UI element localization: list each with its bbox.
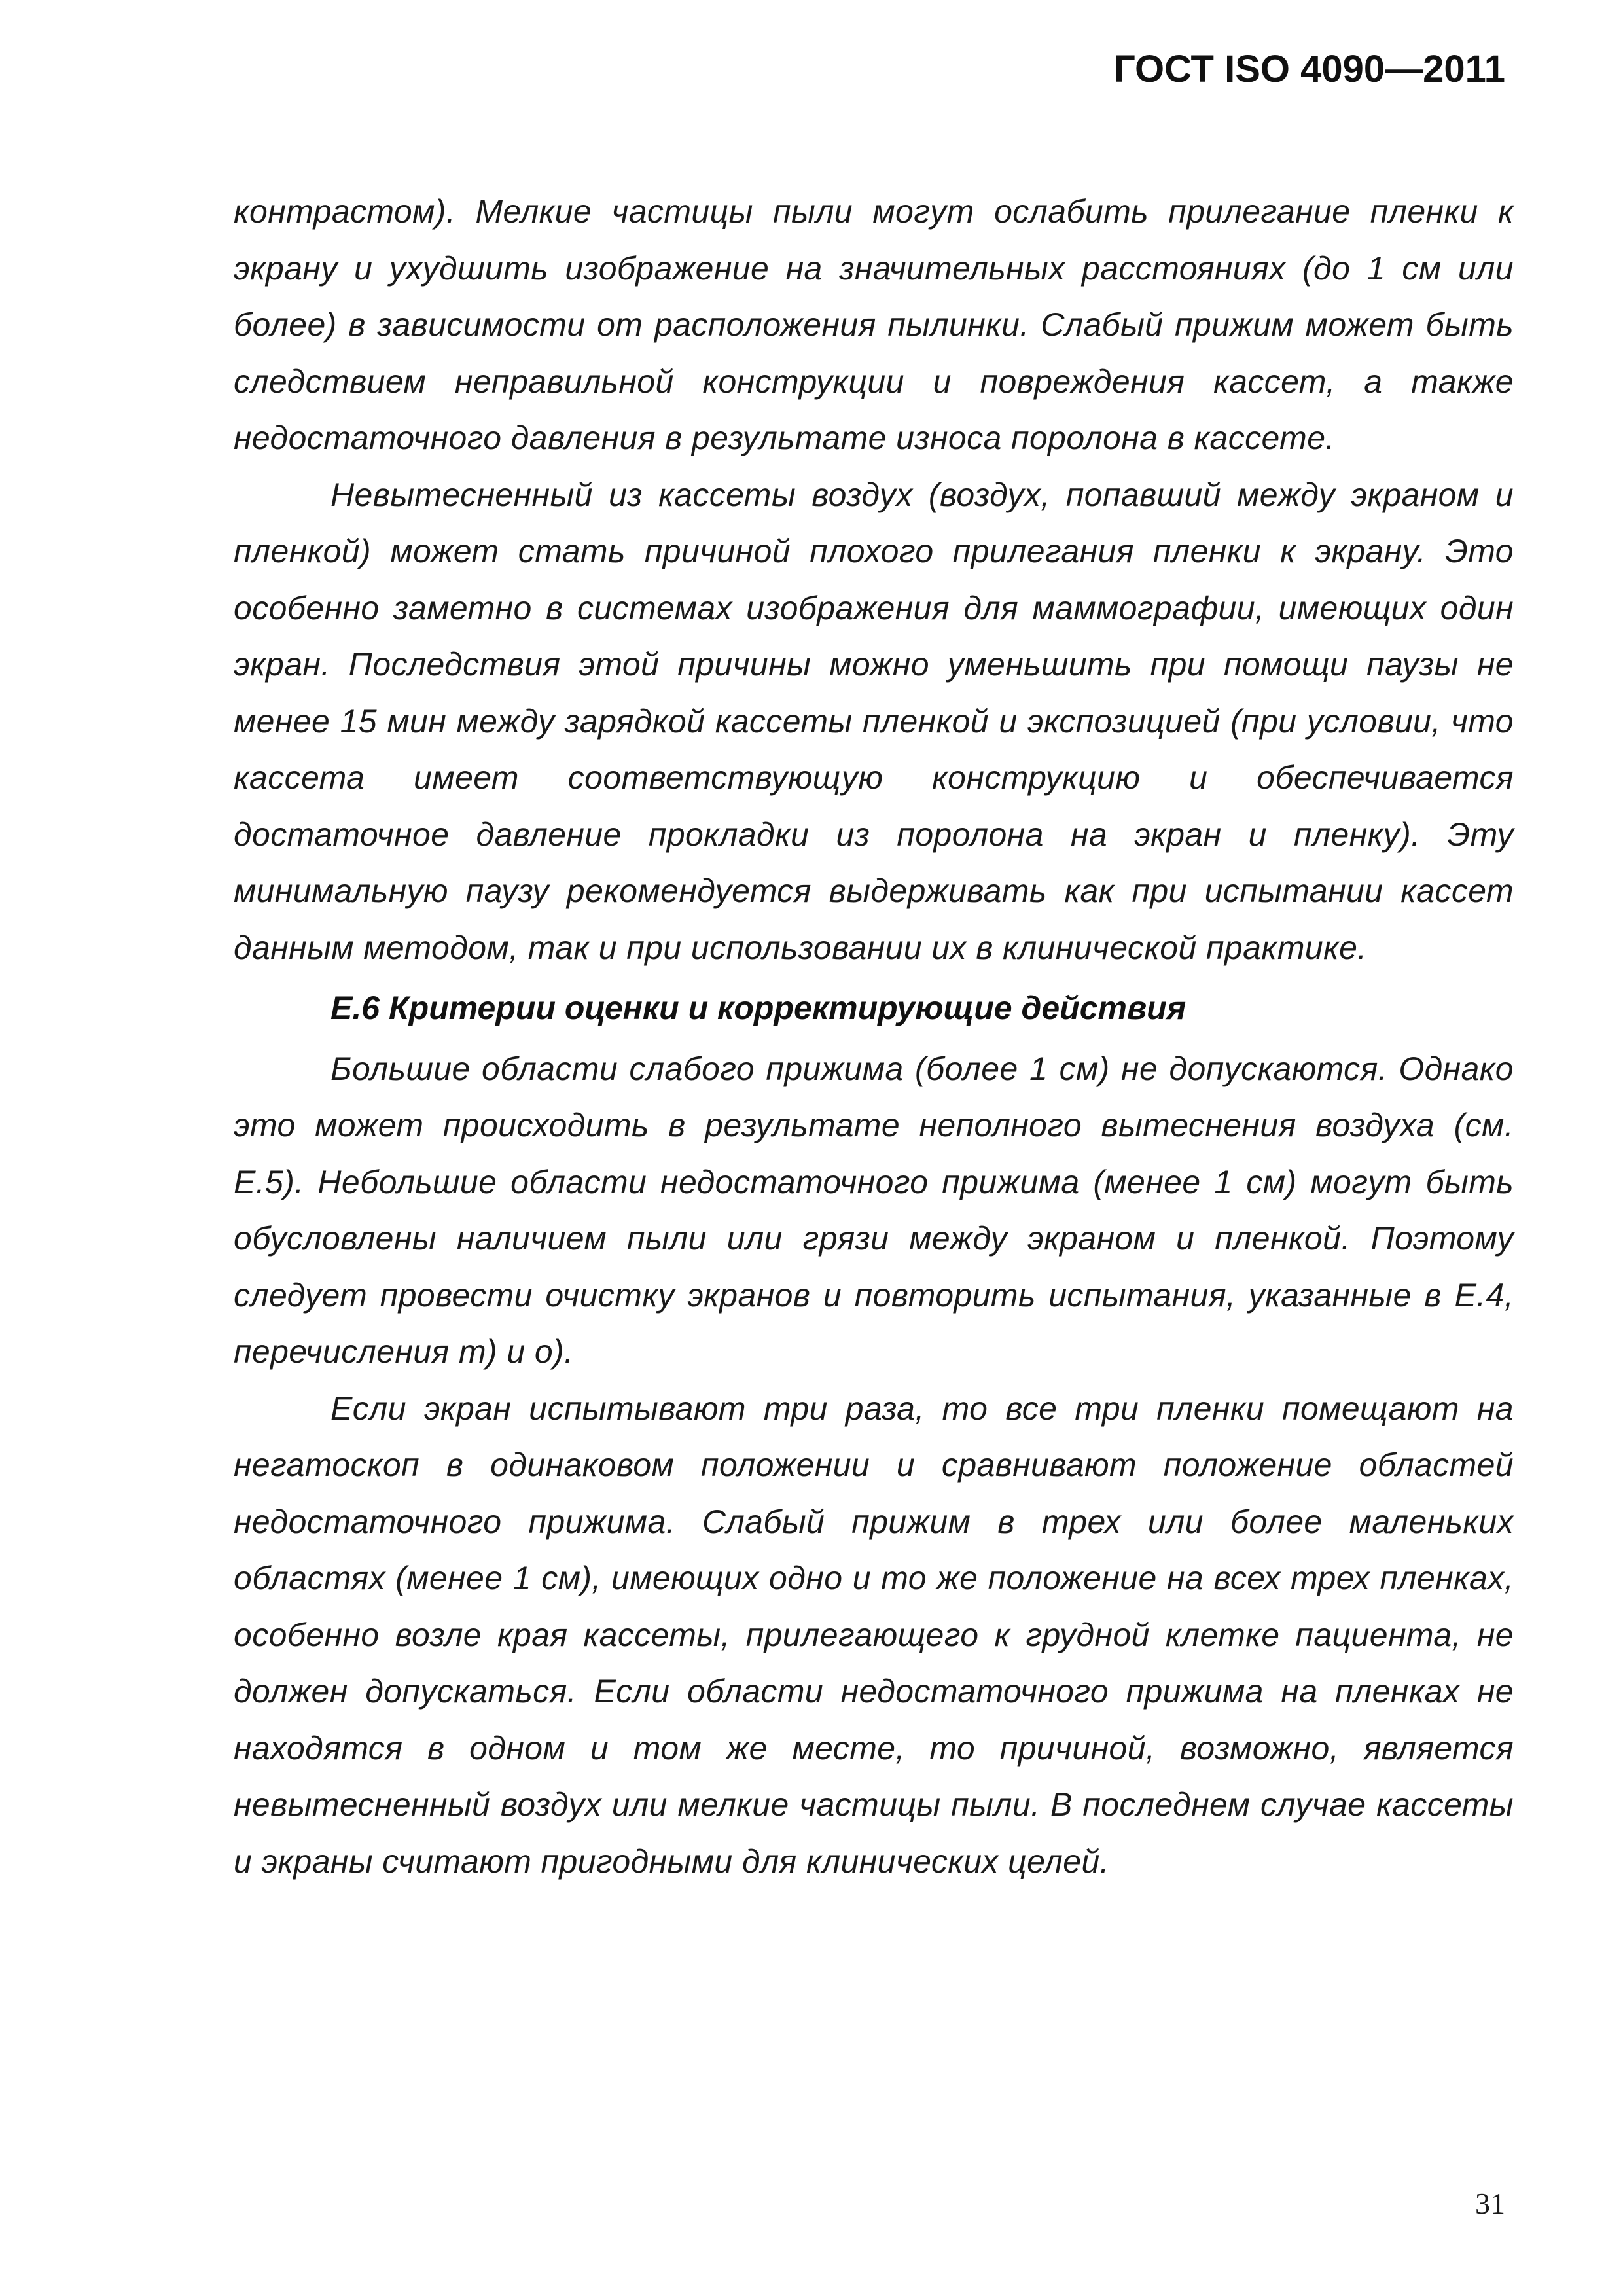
- paragraph-air: Невытесненный из кассеты воздух (воздух, попавший между экраном и пленкой) может стать причиной плохого прилегания пленки к экрану. Это особенно заметно в системах изображения для маммографии, имеющих один экран. Последствия этой причины можно уменьшить при помощи паузы не менее 15 мин между зарядкой кассеты пленкой и экспозицией (при условии, что кассета имеет соответствующую конструкцию и обеспечивается достаточное давление прокладки из поролона на экран и пленку). Эту минимальную паузу рекомендуется выдерживать как при испытании кассет данным методом, так и при использовании их в клинической практике.: [234, 476, 1514, 966]
- page-number: 31: [1475, 2187, 1505, 2220]
- paragraph-triple-test: Если экран испытывают три раза, то все три пленки помещают на негатоскоп в одинаковом положении и сравнивают положение областей недостаточного прижима. Слабый прижим в трех или более маленьких областях (менее 1 см), имеющих одно и то же положение на всех трех пленках, особенно возле края кассеты, прилегающего к грудной клетке пациента, не должен допускаться. Если области недостаточного прижима на пленках не находятся в одном и том же месте, то причиной, возможно, является невытесненный воздух или мелкие частицы пыли. В последнем случае кассеты и экраны считают пригодными для клинических целей.: [234, 1390, 1514, 1880]
- section-heading: Е.6 Критерии оценки и корректирующие действия: [330, 990, 1186, 1026]
- paragraph-continuation: контрастом). Мелкие частицы пыли могут ослабить прилегание пленки к экрану и ухудшить изображение на значительных расстояниях (до 1 см или более) в зависимости от расположения пылинки. Слабый прижим может быть следствием неправильной конструкции и повреждения кассет, а также недостаточного давления в результате износа поролона в кассете.: [234, 193, 1514, 456]
- paragraph-criteria: Большие области слабого прижима (более 1 см) не допускаются. Однако это может происходить в результате неполного вытеснения воздуха (см. Е.5). Небольшие области недостаточного прижима (менее 1 см) могут быть обусловлены наличием пыли или грязи между экраном и пленкой. Поэтому следует провести очистку экранов и повторить испытания, указанные в Е.4, перечисления m) и o).: [234, 1050, 1514, 1370]
- document-body: [234, 183, 1514, 1890]
- document-header: ГОСТ ISO 4090—2011: [1113, 48, 1505, 90]
